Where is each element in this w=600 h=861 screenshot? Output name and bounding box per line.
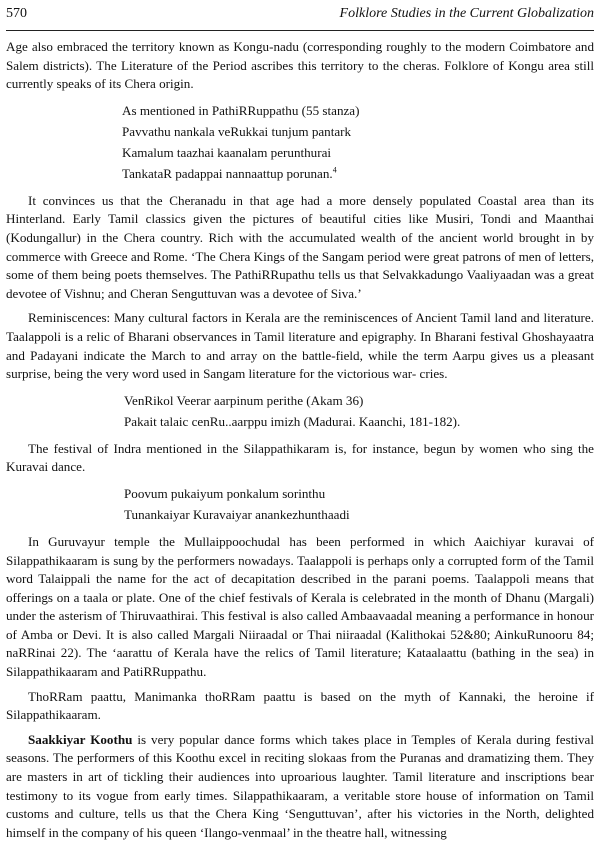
paragraph-thorram-paattu: ThoRRam paattu, Manimanka thoRRam paattu is based on the myth of Kannaki, the heroine if Silappathikaaram. bbox=[6, 688, 594, 723]
verse-line: Kamalum taazhai kaanalam perunthurai bbox=[122, 144, 332, 160]
term-saakkiyar-koothu: Saakkiyar Koothu bbox=[28, 731, 133, 747]
paragraph-cheranadu: It convinces us that the Cheranadu in that age had a more densely populated Coastal area than its Hinterland. Early Tamil classics given the pictures of beautiful cities like Musiri, Tondi and Maanthai (Kodungallur) in the Chera country. Rich with the accumulated wealth of the ancient world brought in by commerce with Greece and Rome. ‘The Chera Kings of the Sangam period were great patrons of men of letters, some of them being poets themselves. The PathiRRupathu tells us that Selvakkadungo Vaaliyaadan was a great devotee of Vishnu; and Cheran Senguttuvan was a devotee of Siva.’ bbox=[6, 192, 594, 301]
verse-line: As mentioned in PathiRRuppathu (55 stanza) bbox=[122, 102, 360, 118]
footnote-marker: 4 bbox=[332, 165, 337, 175]
paragraph-kongu-nadu: Age also embraced the territory known as Kongu-nadu (corresponding roughly to the modern Coimbatore and Salem districts). The Literature of the Period ascribes this territory to the cheras. Folklore of Kongu area still currently speaks of its Chera origin. bbox=[6, 39, 594, 92]
running-header bbox=[6, 0, 594, 31]
paragraph-text: is very popular dance forms which takes place in Temples of Kerala during festival seasons. The performers of this Koothu excel in reciting slokaas from the Puranas and dramatizing them. They are masters in art of tickling their audiences into uproarious laughter. Tamil literature and inscriptions bear testimony to its vogue from early times. Silappathikaaram, a veritable store house of information on Tamil customs and culture, tells us that the Chera King ‘Senguttuvan’, after his victories in the North, delighted himself in the company of his queen ‘Ilango-venmaal’ in the theatre hall, witnessing bbox=[6, 731, 594, 840]
verse-akam bbox=[124, 390, 594, 432]
verse-line: Poovum pukaiyum ponkalum sorinthu bbox=[124, 485, 326, 501]
verse-line-text: TankataR padappai nannaattup porunan. bbox=[122, 165, 333, 181]
verse-line bbox=[122, 163, 594, 184]
verse-line: Pakait talaic cenRu..aarppu imizh (Madurai. Kaanchi, 181-182). bbox=[124, 413, 461, 429]
paragraph-saakkiyar-koothu bbox=[6, 731, 594, 843]
verse-kuravai bbox=[124, 483, 594, 525]
paragraph-guruvayur: In Guruvayur temple the Mullaippoochudal has been performed in which Aaichiyar kuravai of Silappathikaaram is sung by the performers nowadays. Taalappoli is perhaps only a corrupted form of the Tamil word Talaippali the name for the act of decapitation described in the parani poems. Taalappoli means that offerings on a taala or plate. One of the chief festivals of Kerala is celebrated in the month of Dhanu (Margali) under the asterism of Thiruvaathirai. This festival is also called Ambaavaadal meaning a performance in honour of Amba or Devi. It is also called Margali Niiraadal or Thai niiraadal (Kalithokai 52&80; AinkuRunooru 84; naRRinai 22). The ‘aarattu of Kerala have the relics of Tamil literature; Kataalaattu (bathing in the sea) in Silappathikaaram and PatiRRuppathu. bbox=[6, 533, 594, 680]
verse-line: Pavvathu nankala veRukkai tunjum pantark bbox=[122, 123, 352, 139]
verse-pathirruppathu bbox=[122, 100, 594, 184]
paragraph-indra-festival: The festival of Indra mentioned in the Silappathikaram is, for instance, begun by women who sing the Kuravai dance. bbox=[6, 440, 594, 475]
verse-line: VenRikol Veerar aarpinum perithe (Akam 36) bbox=[124, 392, 364, 408]
body-text bbox=[6, 38, 594, 848]
paragraph-reminiscences: Reminiscences: Many cultural factors in Kerala are the reminiscences of Ancient Tamil land and literature. Taalappoli is a relic of Bharani observances in Tamil literature and epigraphy. In Bharani festival Ghoshayaatra and Padayani indicate the March to and array on the battle-field, while the term Aarpu gives us a pleasant surprise, being the very word used in Sangam literature for the victorious war- cries. bbox=[6, 310, 594, 382]
running-title: Folklore Studies in the Current Globalization bbox=[339, 6, 594, 21]
page-number: 570 bbox=[6, 6, 27, 21]
verse-line: Tunankaiyar Kuravaiyar anankezhunthaadi bbox=[124, 506, 350, 522]
